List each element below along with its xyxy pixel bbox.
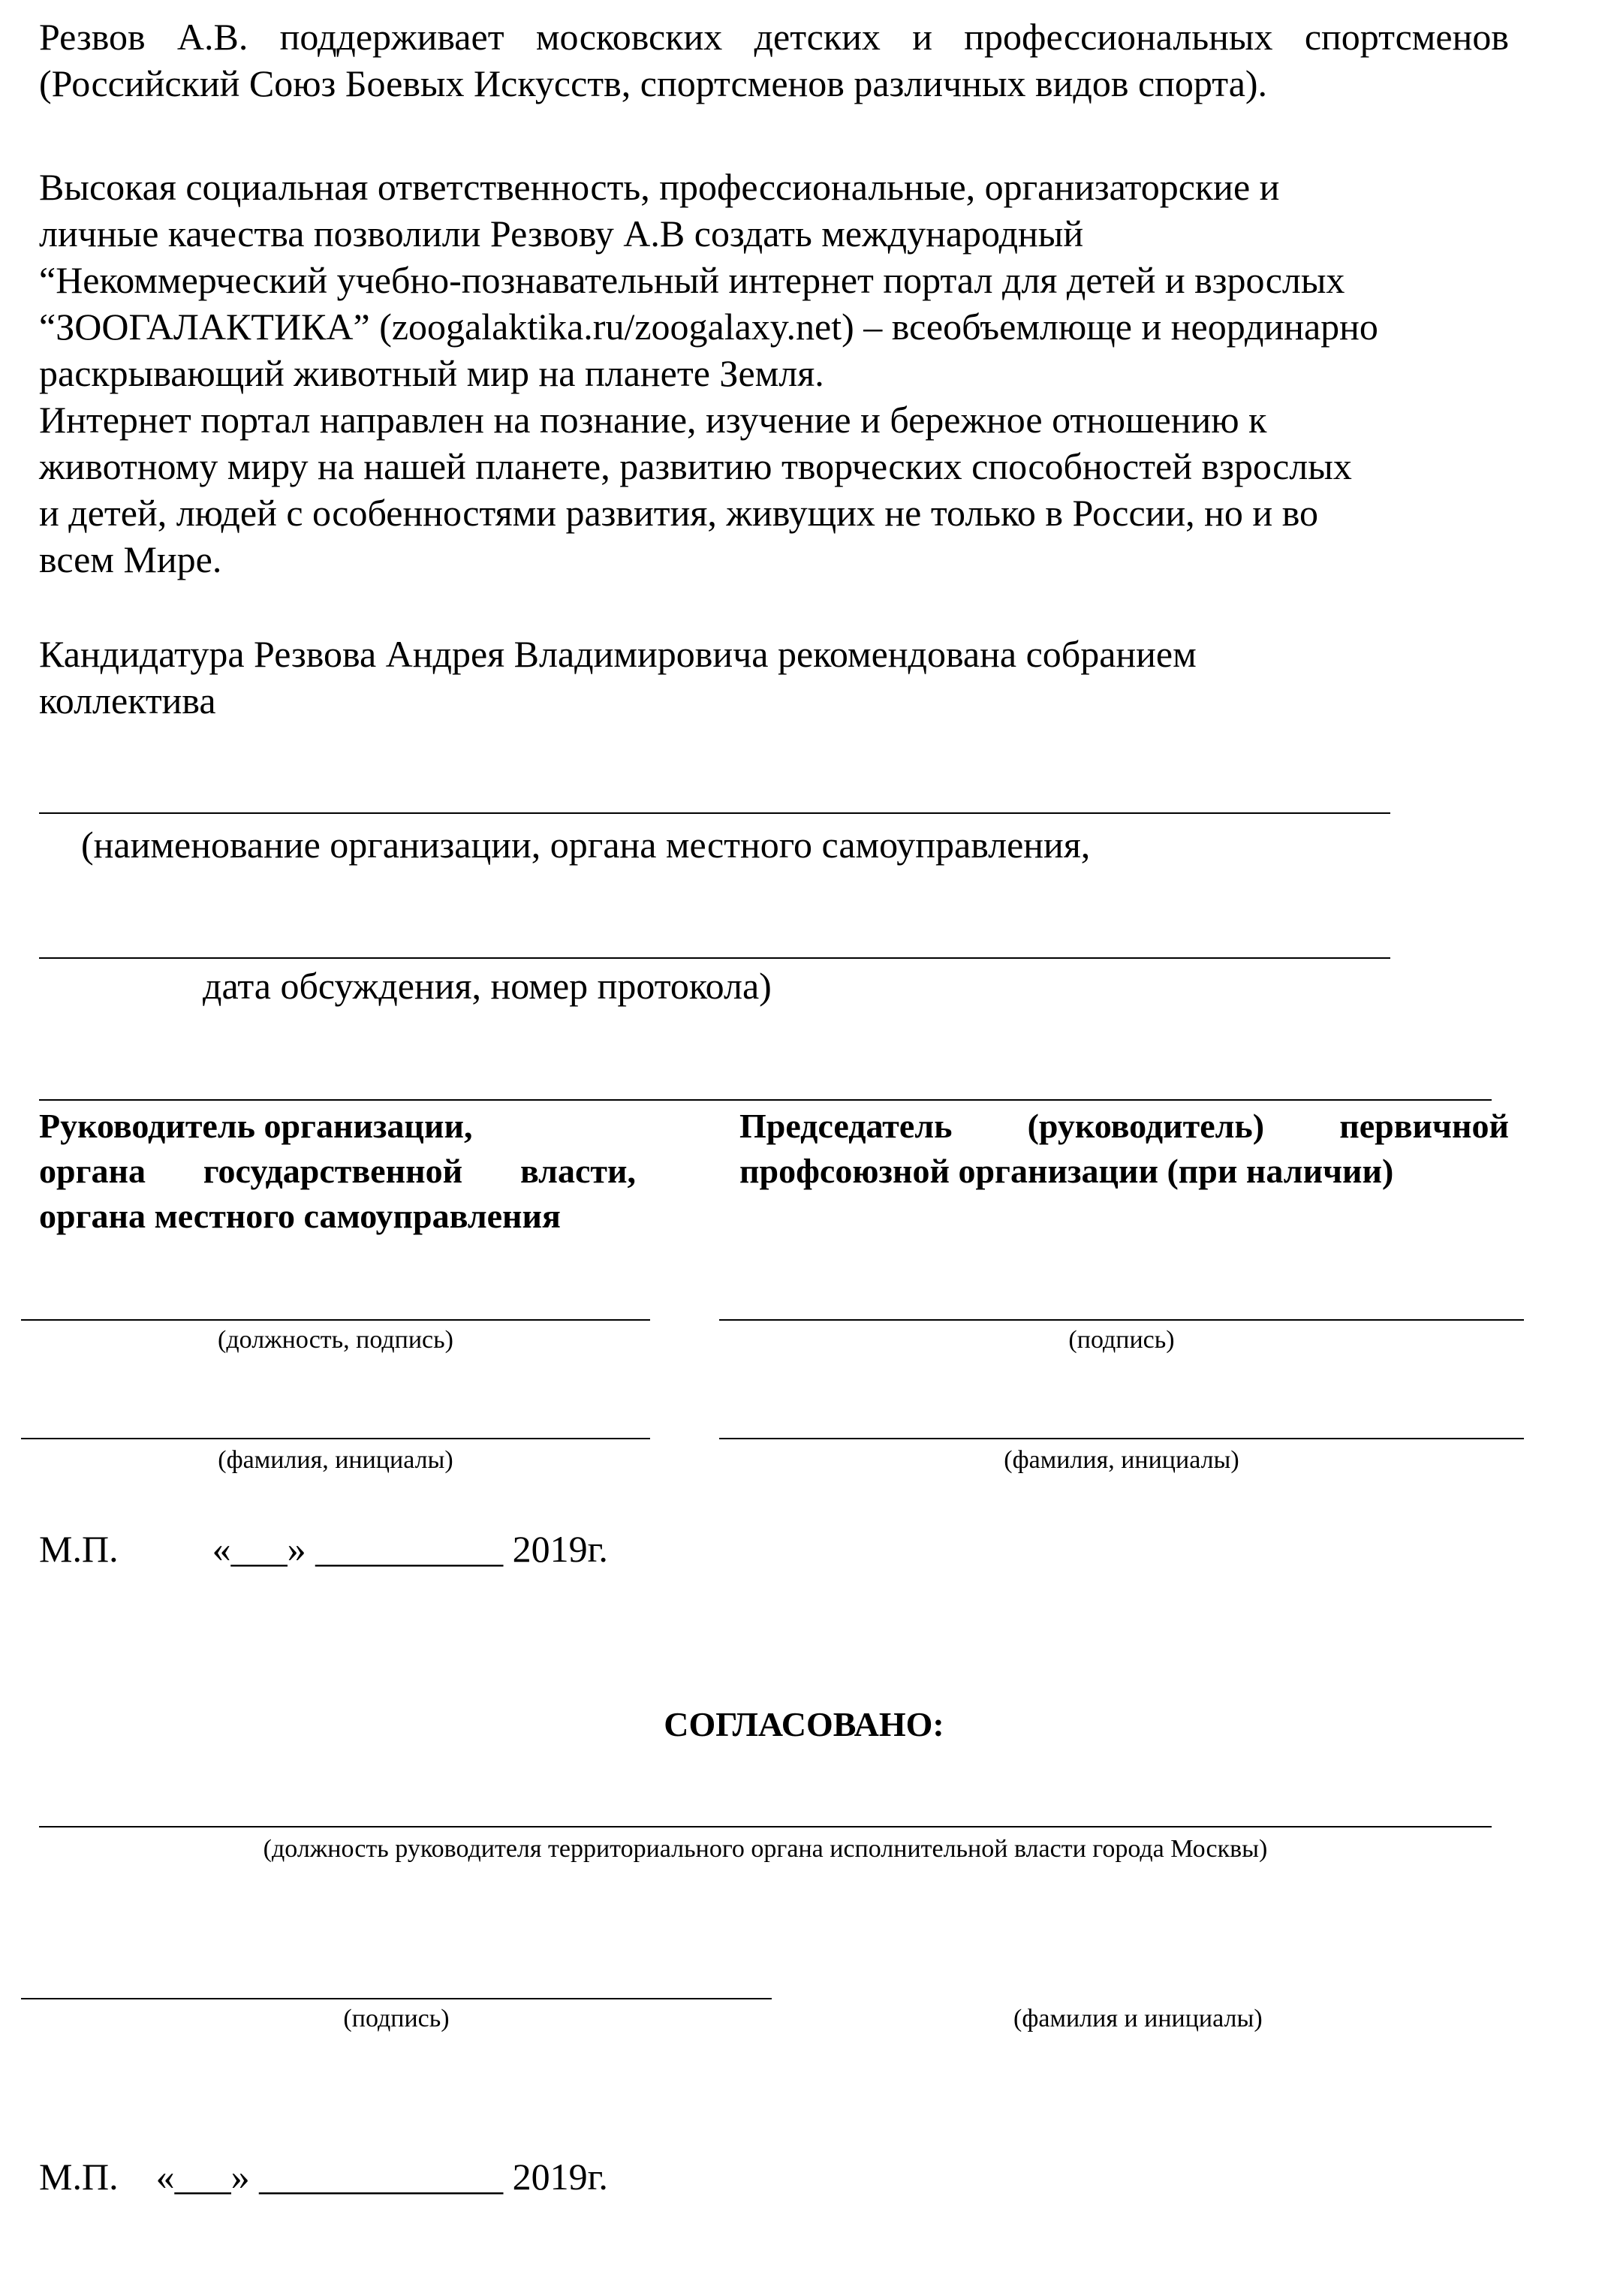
right-signature-heading-line-1: Председатель (руководитель) первичной [739, 1107, 1509, 1145]
approval-name-caption: (фамилия и инициалы) [1013, 2005, 1263, 2032]
left-name-line[interactable] [21, 1438, 650, 1439]
recommendation-line-1: Кандидатура Резвова Андрея Владимировича рекомендована собранием [39, 633, 1197, 675]
left-signature-heading-line-1: Руководитель организации, [39, 1107, 473, 1145]
right-name-caption: (фамилия, инициалы) [1004, 1446, 1239, 1474]
paragraph-line-2: личные качества позволили Резвову А.В создать международный [39, 212, 1084, 255]
paragraph-line-7: животному миру на нашей планете, развитию творческих способностей взрослых [39, 445, 1352, 487]
intro-line-1: Резвов А.В. поддерживает московских детских и профессиональных спортсменов [39, 16, 1509, 58]
left-signature-heading-line-3: органа местного самоуправления [39, 1197, 561, 1235]
org-name-caption: (наименование организации, органа местного самоуправления, [81, 824, 1091, 866]
paragraph-line-5: раскрывающий животный мир на планете Земля. [39, 352, 824, 394]
left-name-caption: (фамилия, инициалы) [218, 1446, 453, 1474]
left-position-signature-caption: (должность, подпись) [218, 1326, 453, 1354]
left-signature-heading-line-2: органа государственной власти, [39, 1152, 636, 1190]
paragraph-line-4: “ЗООГАЛАКТИКА” (zoogalaktika.ru/zoogalaxy.net) – всеобъемлюще и неординарно [39, 306, 1378, 348]
discussion-date-caption: дата обсуждения, номер протокола) [203, 965, 772, 1007]
paragraph-line-1: Высокая социальная ответственность, профессиональные, организаторские и [39, 166, 1280, 208]
right-name-line[interactable] [719, 1438, 1524, 1439]
right-signature-line[interactable] [719, 1319, 1524, 1321]
discussion-date-line[interactable] [39, 957, 1390, 959]
right-signature-heading-line-2: профсоюзной организации (при наличии) [739, 1152, 1394, 1190]
stamp-date-line: М.П. «___» __________ 2019г. [39, 1528, 608, 1570]
intro-line-2: (Российский Союз Боевых Искусств, спортсменов различных видов спорта). [39, 62, 1268, 104]
org-name-line[interactable] [39, 812, 1390, 814]
approval-position-line[interactable] [39, 1826, 1492, 1827]
left-position-signature-line[interactable] [21, 1319, 650, 1321]
right-signature-caption: (подпись) [1068, 1326, 1175, 1354]
paragraph-line-8: и детей, людей с особенностями развития, живущих не только в России, но и во [39, 492, 1318, 534]
approval-signature-line[interactable] [21, 1998, 772, 1999]
approval-signature-caption: (подпись) [343, 2005, 450, 2032]
approval-title: СОГЛАСОВАНО: [664, 1705, 944, 1743]
signature-separator-line [39, 1099, 1492, 1101]
paragraph-line-9: всем Мире. [39, 538, 222, 580]
approval-position-caption: (должность руководителя территориального органа исполнительной власти города Москвы) [263, 1835, 1268, 1863]
paragraph-line-6: Интернет портал направлен на познание, изучение и бережное отношению к [39, 399, 1267, 441]
paragraph-line-3: “Некоммерческий учебно-познавательный интернет портал для детей и взрослых [39, 259, 1345, 301]
approval-stamp-date-line: М.П. «___» _____________ 2019г. [39, 2156, 608, 2198]
recommendation-line-2: коллектива [39, 679, 216, 722]
